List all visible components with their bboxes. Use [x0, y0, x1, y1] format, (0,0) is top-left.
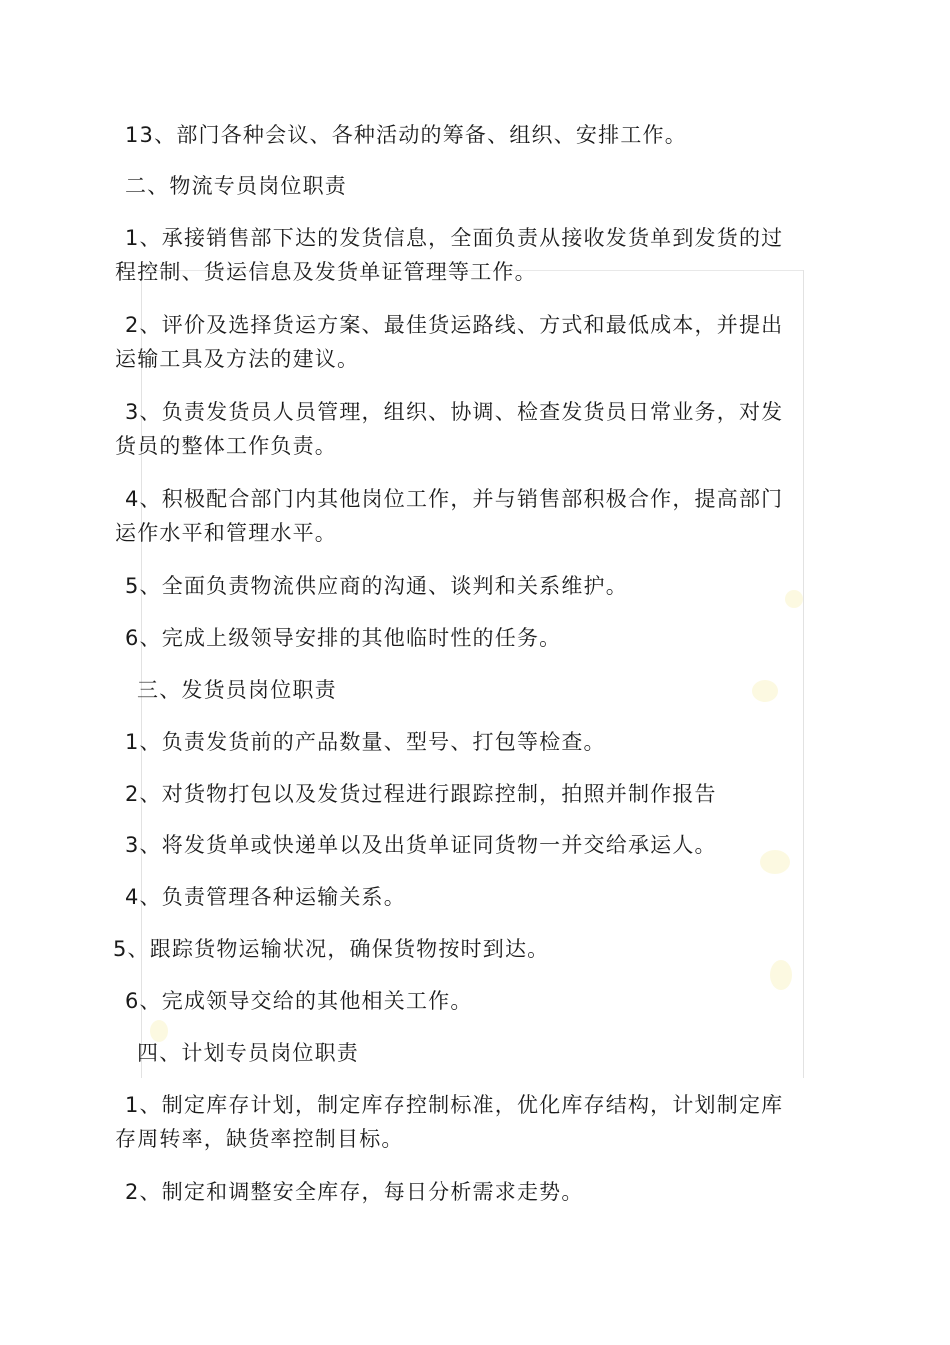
- list-item: 4、积极配合部门内其他岗位工作，并与销售部积极合作，提高部门: [125, 487, 784, 511]
- list-item-continuation: 运作水平和管理水平。: [115, 521, 337, 545]
- section-heading: 四、计划专员岗位职责: [137, 1041, 359, 1065]
- section-heading: 三、发货员岗位职责: [137, 678, 337, 702]
- list-item: 2、评价及选择货运方案、最佳货运路线、方式和最低成本，并提出: [125, 313, 784, 337]
- list-item: 1、承接销售部下达的发货信息，全面负责从接收发货单到发货的过: [125, 226, 784, 250]
- list-item: 5、全面负责物流供应商的沟通、谈判和关系维护。: [125, 574, 628, 598]
- scan-frame-right: [803, 270, 804, 1078]
- list-item: 13、部门各种会议、各种活动的筹备、组织、安排工作。: [125, 123, 687, 147]
- list-item: 3、将发货单或快递单以及出货单证同货物一并交给承运人。: [125, 833, 717, 857]
- list-item: 6、完成上级领导安排的其他临时性的任务。: [125, 626, 562, 650]
- list-item: 1、制定库存计划，制定库存控制标准，优化库存结构，计划制定库: [125, 1093, 784, 1117]
- scan-blotch: [760, 850, 790, 874]
- list-item: 1、负责发货前的产品数量、型号、打包等检查。: [125, 730, 606, 754]
- scan-blotch: [770, 960, 792, 990]
- list-item: 4、负责管理各种运输关系。: [125, 885, 406, 909]
- list-item: 2、制定和调整安全库存，每日分析需求走势。: [125, 1180, 584, 1204]
- section-heading: 二、物流专员岗位职责: [125, 174, 347, 198]
- list-item-continuation: 存周转率，缺货率控制目标。: [115, 1127, 404, 1151]
- list-item: 6、完成领导交给的其他相关工作。: [125, 989, 473, 1013]
- list-item: 5、跟踪货物运输状况，确保货物按时到达。: [113, 937, 550, 961]
- scan-blotch: [752, 680, 778, 702]
- list-item-continuation: 货员的整体工作负责。: [115, 434, 337, 458]
- list-item-continuation: 程控制、货运信息及发货单证管理等工作。: [115, 260, 537, 284]
- list-item: 3、负责发货员人员管理，组织、协调、检查发货员日常业务，对发: [125, 400, 784, 424]
- list-item-continuation: 运输工具及方法的建议。: [115, 347, 360, 371]
- scan-blotch: [785, 590, 803, 608]
- list-item: 2、对货物打包以及发货过程进行跟踪控制，拍照并制作报告: [125, 782, 717, 806]
